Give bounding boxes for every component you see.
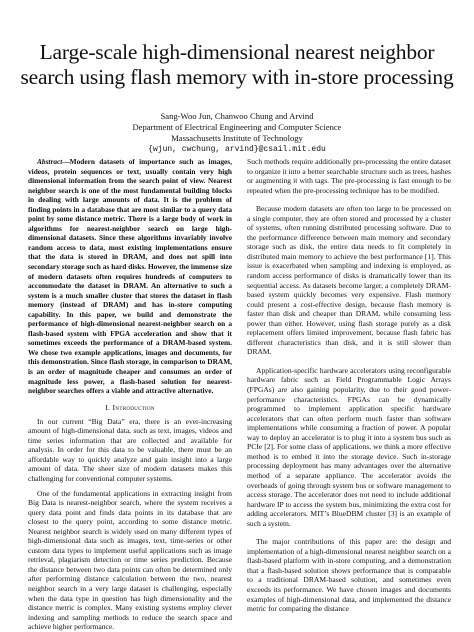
abstract-label: Abstract	[37, 157, 63, 166]
right-paragraph-1: Such methods require additionally pre-processing the entire dataset to organize it into a better searchable structure such as trees, hashes or augmenting it with tags. The pre-processing is fast enough to be repeated when the pre-processing technique has to be modified.	[247, 157, 451, 195]
right-paragraph-2: Because modern datasets are often too large to be processed on a single computer, they are often stored and processed by a cluster of systems, often running distributed processing software. Due to the performance difference between main memory and secondary storage such as disk, the entire data needs to fit completely in distributed main memory to achieve the best performance [1]. This issue is exacerbated when sampling and indexing is employed, as random access performance of disks is dramatically lower than its sequential access. As datasets become larger, a completely DRAM-based system quickly becomes very expensive. Flash memory could present a cost-effective design, because flash memory is faster than disk and cheaper than DRAM, while consuming less power than either. However, using flash storage purely as a disk replacement offers limited improvement, because flash fabric has different characteristics than disk, and it is still slower than DRAM.	[247, 204, 451, 357]
intro-paragraph-2: One of the fundamental applications in extracting insight from Big Data is nearest-neighbor search, where the system receives a query data point and finds data points in its database that are closest to the query point, according to some distance metric. Nearest neighbor search is widely used on many different types of high-dimensional data such as images, text, time-series or other custom data types to implement useful applications such as image retrieval, plagiarism detection or time series prediction. Because the distance between two data points can often be determined only after performing distance calculation between the two, nearest neighbor search in a very large dataset is challenging, especially when the data type in question has high dimensionality and the distance metric is complex. Many existing systems employ clever indexing and sampling methods to reduce the search space and achieve higher performance.	[28, 488, 232, 632]
affiliation-institute: Massachusetts Institute of Technology	[171, 133, 303, 143]
abstract	[28, 157, 232, 396]
author-email: {wjun, cwchung, arvind}@csail.mit.edu	[148, 145, 326, 154]
right-paragraph-4: The major contributions of this paper are: the design and implementation of a high-dimensional nearest neighbor search on a flash-based platform with in-store computing, and a demonstration that a flash-based solution shows performance that is comparable to a traditional DRAM-based solution, and sometimes even exceeds its performance. We have chosen images and documents examples of high-dimensional data, and implemented the distance metric for comparing the distance	[247, 537, 451, 614]
right-paragraph-3: Application-specific hardware accelerators using reconfigurable hardware fabric such as Field Programmable Logic Arrays (FPGAs) are also gaining popularity, due to their good power-performance characteristics. FPGAs can be dynamically programmed to implement application specific hardware accelerators that can often perform much faster than software implementations while consuming a fraction of power. A popular way to deploy an accelerator is to plug it into a system bus such as PCIe [2]. For some class of applications, we think a more effective method is to embed it into the storage device. Such in-storage processing deployment has many advantages over the alternative method of a separate appliance. The accelerator avoids the overheads of going through system bus or software management to access storage. The accelerator does not need to include additional hardware IP to access the system bus, minimizing the extra cost for adding accelerators. MIT’s BlueDBM cluster [3] is an example of such a system.	[247, 365, 451, 528]
section-heading-introduction: I. Introduction	[105, 402, 155, 412]
right-column	[247, 157, 451, 614]
paper-title: Large-scale high-dimensional nearest neighbor search using flash memory with in-store processing	[20, 40, 454, 89]
affiliation-department: Department of Electrical Engineering and Computer Science	[132, 122, 342, 132]
abstract-text: —Modern datasets of importance such as images, videos, protein sequences or text, usually contain very high dimensional information from the search point of view. Nearest neighbor search is one of the most fundamental building blocks in dealing with large amounts of data. It is the problem of finding points in a database that are most similar to a query data point by some distance metric. There is a large body of work in algorithms for nearest-neighbor search on large high-dimensional datasets. Since these algorithms invariably involve random access to data, most existing implementations ensure that the data is stored in DRAM, and does not spill into secondary storage such as hard disks. However, the immense size of modern datasets often requires hundreds of computers to accommodate the dataset in DRAM. An alternative to such a system is a much smaller cluster that stores the dataset in flash memory (instead of DRAM) and has in-store computing capability. In this paper, we build and demonstrate the performance of high-dimensional nearest-neighbor search on a flash-based system with FPGA acceleration and show that it sometimes exceeds the performance of a DRAM-based system. We chose two example applications, images and documents, for this demonstration. Since flash storage, in comparison to DRAM, is an order of magnitude cheaper and consumes an order of magnitude less power, a flash-based solution for nearest-neighbor searches offers a viable and attractive alternative.	[28, 157, 232, 396]
author-list: Sang-Woo Jun, Chanwoo Chung and Arvind	[160, 111, 314, 121]
left-column	[28, 157, 232, 632]
intro-paragraph-1: In our current “Big Data” era, there is an ever-increasing amount of high-dimensional data, such as text, images, videos and time series information that are collected and available for analysis. In order for this data to be valuable, there must be an affordable way to quickly analyze and gain insight into a large amount of data. The sheer size of modern datasets makes this challenging for conventional computer systems.	[28, 416, 232, 483]
